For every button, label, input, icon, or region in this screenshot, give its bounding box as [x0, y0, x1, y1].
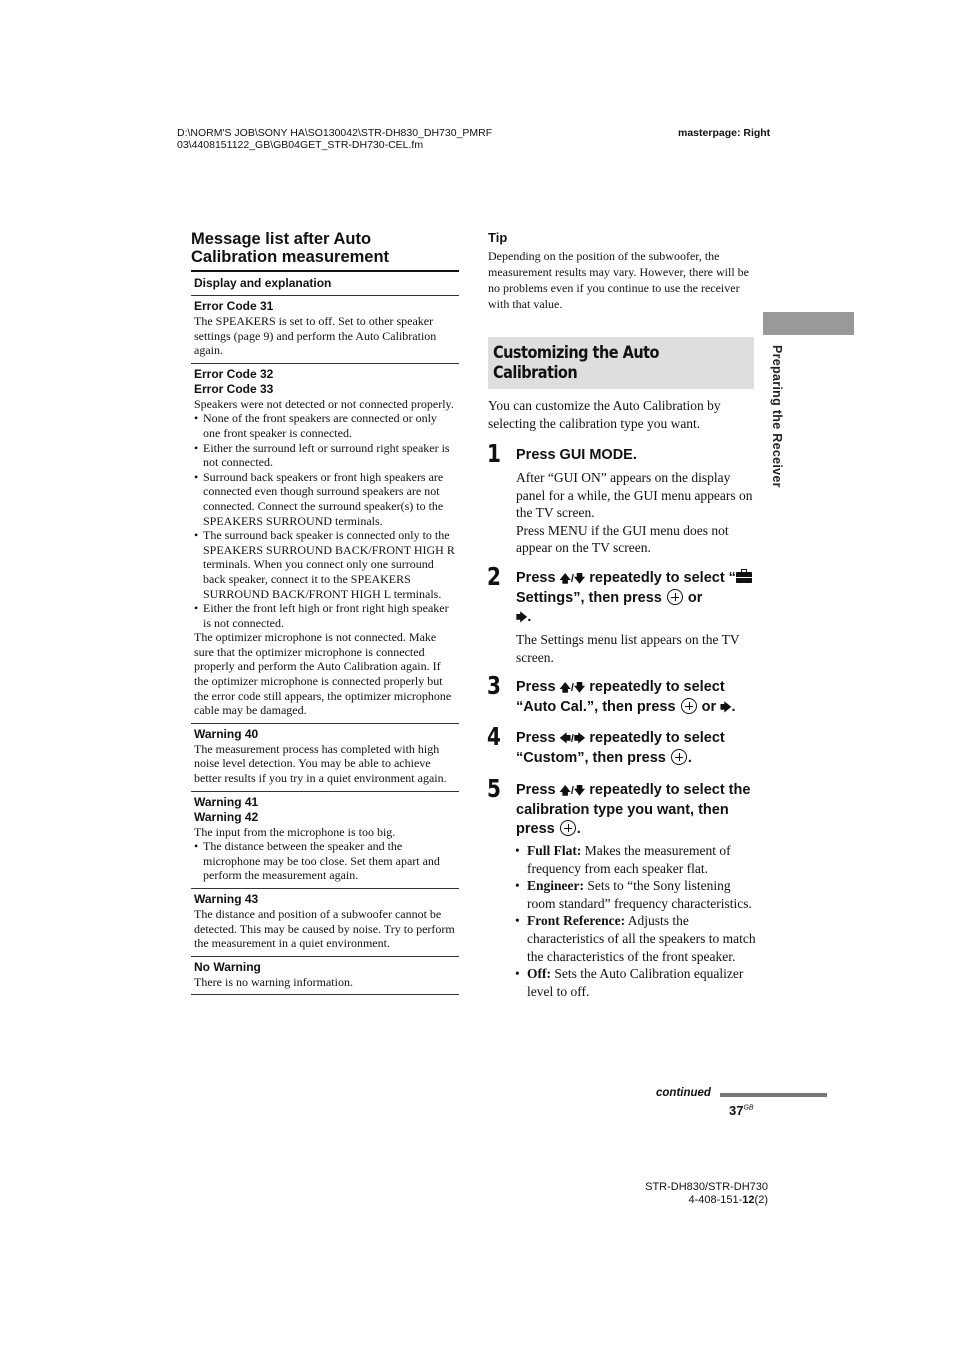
page-number-suffix: GB — [743, 1104, 754, 1112]
error-code: Error Code 31 — [194, 299, 274, 313]
step-number: 4 — [487, 722, 501, 751]
chapter-tab-label: Preparing the Receiver — [770, 345, 784, 488]
list-item: • Surround back speakers or front high speakers are connected even though surround speakers are not connected. Connect the surround speaker(s) to the SPEAKERS SURROUND terminals. — [194, 470, 456, 528]
step-heading-text: Press — [516, 679, 560, 695]
enter-button-icon — [681, 698, 697, 714]
option-name: Off: — [527, 966, 551, 982]
option-desc: Sets to “the Sony listening room standard” frequency characteristics. — [527, 878, 752, 911]
left-right-arrow-icon: 🡄/🡆 — [559, 733, 586, 745]
continued-label: continued — [656, 1087, 711, 1099]
list-item: • None of the front speakers are connected or only one front speaker is connected. — [194, 411, 456, 440]
enter-button-icon — [560, 820, 576, 836]
enter-button-icon — [667, 589, 683, 605]
step-heading-text: repeatedly to select “Custom”, then press — [516, 730, 725, 766]
step-heading-text: repeatedly to select “ — [585, 570, 736, 586]
page-number-value: 37 — [729, 1103, 744, 1118]
message-text: The optimizer microphone is not connected. Make sure that the optimizer microphone is connected properly and perform the Auto Calibration again. If the optimizer microphone is connected properly but the error code still appears, the optimizer microphone cable may be damaged. — [194, 630, 452, 718]
message-text: The SPEAKERS is set to off. Set to other speaker settings (page 9) and perform the Auto Calibration again. — [194, 314, 437, 358]
model-number: STR-DH830/STR-DH730 — [645, 1181, 768, 1193]
step-number: 1 — [487, 439, 501, 468]
file-path-line: D:\NORM'S JOB\SONY HA\SO130042\STR-DH830_DH730_PMRF — [177, 127, 493, 139]
step-heading: Press 🡄/🡆 repeatedly to select “Custom”, then press . — [516, 730, 725, 766]
part-number-revision: 12 — [742, 1194, 755, 1206]
warning-code: No Warning — [194, 959, 261, 974]
message-text: The measurement process has completed with high noise level detection. You may be able to achieve better results if you try in a quiet environment again. — [194, 741, 447, 786]
step-heading-text: Press — [516, 570, 560, 586]
settings-toolbox-icon — [736, 572, 752, 583]
right-arrow-icon: 🡆 — [516, 612, 528, 624]
section-header — [488, 337, 754, 389]
list-item — [514, 965, 760, 1000]
step-heading: Press 🡅/🡇 repeatedly to select “ Settings”, then press or 🡆. — [516, 569, 761, 628]
up-down-arrow-icon: 🡅/🡇 — [559, 573, 586, 585]
message-text: There is no warning information. — [194, 974, 353, 989]
message-entry — [191, 724, 459, 792]
step-heading-text: repeatedly to select “Auto Cal.”, then press — [516, 679, 725, 715]
option-desc: Makes the measurement of frequency from each speaker flat. — [527, 843, 731, 876]
list-item: • Either the surround left or surround right speaker is not connected. — [194, 441, 456, 470]
message-entry — [191, 889, 459, 957]
message-list-title: Message list after Auto Calibration measurement — [191, 230, 390, 266]
message-entry — [191, 296, 459, 364]
file-path-header — [177, 127, 492, 151]
option-desc: Sets the Auto Calibration equalizer level to off. — [527, 966, 744, 999]
right-arrow-icon: 🡆 — [720, 702, 732, 714]
section-title-line: Calibration — [493, 363, 578, 382]
section-intro: You can customize the Auto Calibration by selecting the calibration type you want. — [488, 398, 721, 431]
warning-code: Warning 40 — [194, 726, 259, 741]
list-item — [514, 877, 760, 912]
step-number: 5 — [487, 774, 501, 803]
cause-list — [194, 411, 456, 630]
section-title — [493, 343, 757, 383]
list-item: • The distance between the speaker and the microphone may be too close. Set them apart and perform the measurement again. — [194, 839, 456, 883]
step-heading-text: Press — [516, 730, 560, 746]
part-number — [640, 1194, 768, 1207]
message-entry — [191, 792, 459, 889]
message-text: The distance and position of a subwoofer cannot be detected. This may be caused by noise. Try to perform the measurement in a quiet environment. — [194, 907, 455, 951]
step-heading-text: repeatedly to select the calibration type you want, then press — [516, 782, 751, 837]
tip-text: Depending on the position of the subwoofer, the measurement results may vary. However, there will be no problems even if you continue to use the receiver with that value. — [488, 249, 749, 311]
warning-code: Warning 43 — [194, 892, 259, 906]
continued-bar — [720, 1093, 827, 1097]
up-down-arrow-icon: 🡅/🡇 — [559, 785, 586, 797]
error-code: Error Code 33 — [194, 381, 274, 396]
step-text: After “GUI ON” appears on the display panel for a while, the GUI menu appears on the TV screen. — [516, 470, 753, 521]
calibration-type-list — [514, 842, 760, 1000]
step-body: The Settings menu list appears on the TV screen. — [516, 632, 740, 665]
model-info — [640, 1181, 768, 1207]
step-heading: Press 🡅/🡇 repeatedly to select “Auto Cal.”, then press or 🡆. — [516, 679, 736, 715]
message-text: The input from the microphone is too big. — [194, 824, 396, 839]
warning-code: Warning 41 — [194, 794, 259, 809]
message-entry — [191, 364, 459, 724]
section-title-line: Customizing the Auto — [493, 343, 659, 362]
message-list-column — [191, 230, 459, 995]
step-heading: Press GUI MODE. — [516, 447, 637, 463]
list-item — [514, 912, 760, 965]
option-name: Engineer: — [527, 878, 584, 894]
tip-label: Tip — [488, 230, 508, 245]
option-name: Full Flat: — [527, 843, 582, 858]
chapter-tab-bar — [763, 312, 854, 335]
list-item: • The surround back speaker is connected only to the SPEAKERS SURROUND BACK/FRONT HIGH R terminals. When you connect only one surround back speaker, connect it to the SPEAKERS SURROUND BACK/FRONT HIGH L terminals. — [194, 528, 456, 601]
cause-list — [194, 839, 456, 883]
error-code: Error Code 32 — [194, 366, 274, 381]
step-number: 3 — [487, 671, 501, 700]
page-number — [729, 1103, 754, 1118]
step-text: Press MENU if the GUI menu does not appear on the TV screen. — [516, 522, 729, 556]
option-desc: Adjusts the characteristics of all the speakers to match the characteristics of the front speaker. — [527, 913, 756, 964]
file-path-line: 03\4408151122_GB\GB04GET_STR-DH730-CEL.fm — [177, 139, 424, 151]
masterpage-label: masterpage: Right — [678, 127, 771, 139]
message-text: Speakers were not detected or not connected properly. — [194, 396, 454, 411]
step-number: 2 — [487, 562, 501, 591]
table-header: Display and explanation — [191, 270, 459, 296]
list-item — [514, 842, 760, 877]
part-number-prefix: 4-408-151- — [688, 1194, 743, 1206]
warning-code: Warning 42 — [194, 809, 259, 824]
up-down-arrow-icon: 🡅/🡇 — [559, 682, 586, 694]
step-heading: Press 🡅/🡇 repeatedly to select the calibration type you want, then press . — [516, 782, 751, 837]
step-body — [516, 469, 756, 557]
enter-button-icon — [671, 749, 687, 765]
step-heading-text: or — [697, 699, 721, 715]
option-name: Front Reference: — [527, 913, 626, 929]
step-heading-text: Settings”, then press — [516, 590, 666, 606]
list-item: • Either the front left high or front right high speaker is not connected. — [194, 601, 456, 630]
step-heading-text: or — [683, 590, 703, 606]
message-entry — [191, 957, 459, 996]
part-number-suffix: (2) — [754, 1194, 768, 1206]
step-heading-text: Press — [516, 782, 560, 798]
